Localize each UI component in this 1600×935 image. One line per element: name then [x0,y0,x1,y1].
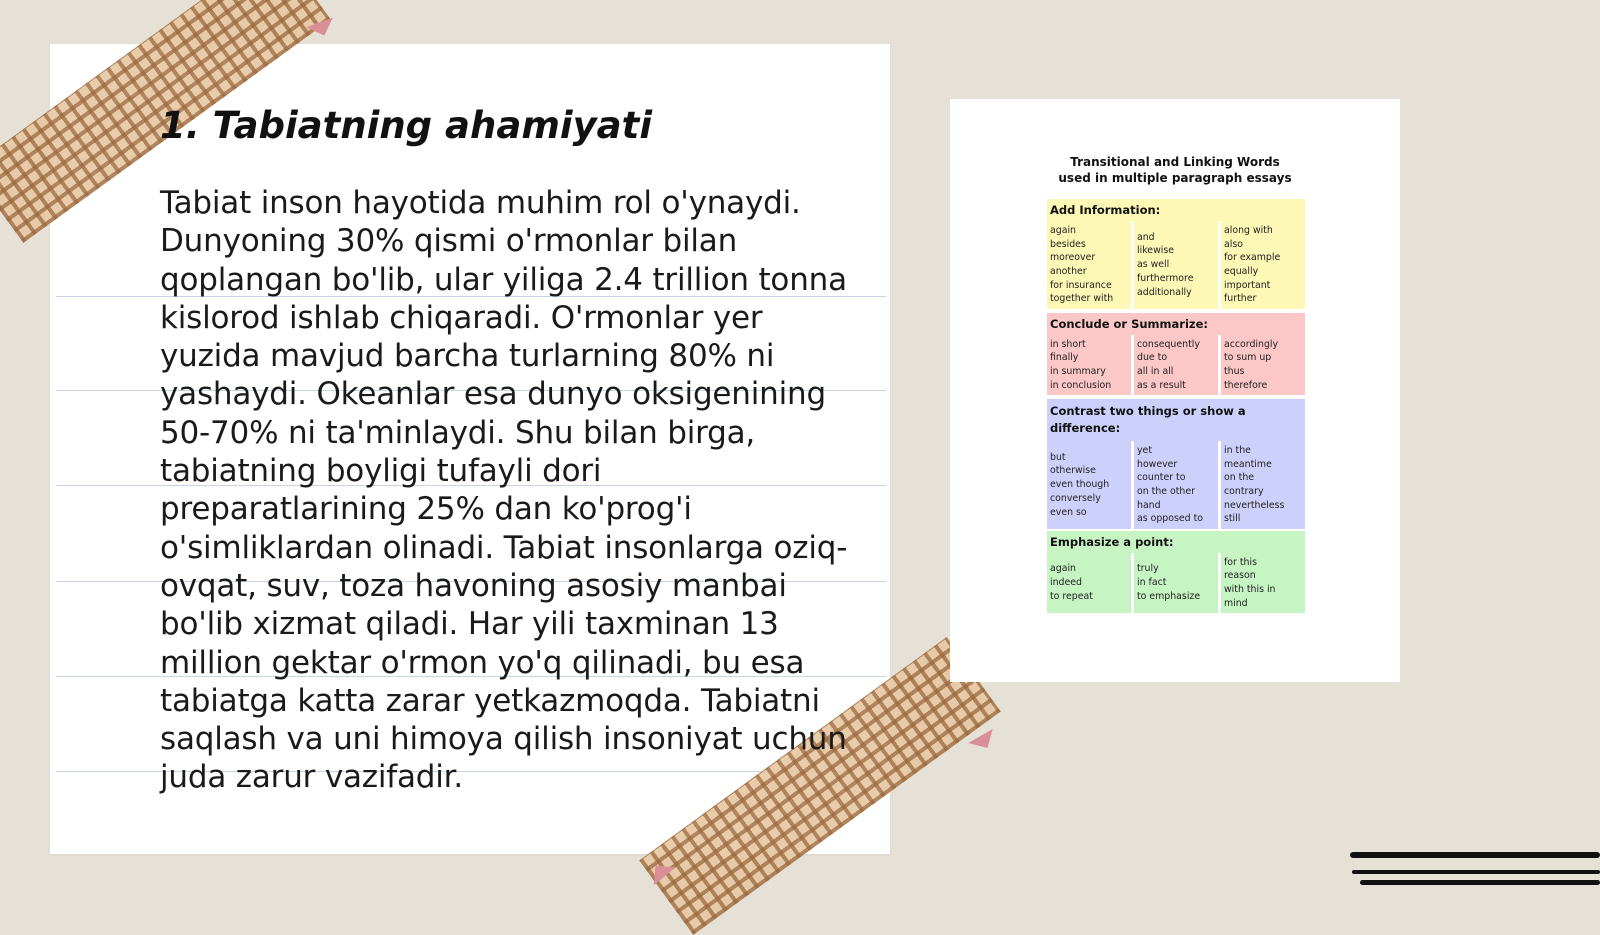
word-item: finally [1050,352,1079,364]
slide-paragraph: Tabiat inson hayotida muhim rol o'ynaydi. Dunyoning 30% qismi o'rmonlar bilan qoplangan bo'lib, ular yiliga 2.4 trillion tonna kislorod ishlab chiqaradi. O'rmonlar yer yuzida mavjud barcha turlarning 80% ni yashaydi. Okeanlar esa dunyo oksigenining 50-70% ni ta'minlaydi. Shu bilan birga, tabiatning boyligi tufayli dori preparatlarining 25% dan ko'prog'i o'simliklardan olinadi. Tabiat insonlarga oziq-ovqat, suv, toza havoning asosiy manbai bo'lib xizmat qiladi. Har yili taxminan 13 million gektar o'rmon yo'q qilinadi, bu esa tabiatga katta zarar yetkazmoqda. Tabiatni saqlash va uni himoya qilish insoniyat uchun juda zarur vazifadir. [160,185,848,796]
section-columns [1047,441,1305,529]
word-column [1221,553,1305,613]
word-item: for insurance [1050,279,1112,291]
word-item: again [1050,224,1076,236]
word-column [1134,221,1218,309]
word-item: hand [1137,499,1161,511]
word-item: with this in [1224,584,1276,595]
word-item: to emphasize [1137,590,1201,602]
word-item: besides [1050,238,1086,250]
word-item: even so [1050,506,1087,518]
word-item: together with [1050,293,1114,305]
word-item: for example [1224,252,1281,264]
section-contrast [1047,399,1305,529]
slide-heading: 1. Tabiatning ahamiyati [160,104,653,147]
tape-tip-decoration [968,729,999,755]
word-column [1047,553,1131,613]
word-column [1047,221,1131,309]
word-column [1047,335,1131,395]
word-item: however [1137,458,1178,470]
section-heading: Emphasize a point: [1047,531,1305,553]
word-column [1047,441,1131,529]
word-item: to sum up [1224,352,1272,364]
card-title [950,154,1400,186]
word-item: mind [1224,597,1248,609]
word-item: to repeat [1050,590,1093,602]
word-item: meantime [1224,458,1272,470]
word-item: moreover [1050,252,1096,264]
section-columns [1047,335,1305,395]
transition-words-card [950,99,1400,682]
word-item: and [1137,231,1155,243]
word-item: otherwise [1050,465,1096,477]
section-columns [1047,221,1305,309]
section-emphasize [1047,531,1305,613]
word-item: even though [1050,479,1110,491]
word-item: all in all [1137,366,1174,377]
word-item: furthermore [1137,272,1194,284]
word-item: counter to [1137,472,1186,484]
word-item: further [1224,293,1257,305]
word-item: additionally [1137,286,1192,298]
section-conclude-summarize [1047,313,1305,395]
word-item: truly [1137,563,1159,575]
word-item: reason [1224,570,1256,582]
word-item: in short [1050,338,1086,350]
section-heading: Add Information: [1047,199,1305,221]
section-columns [1047,553,1305,613]
word-item: again [1050,563,1076,575]
word-column [1134,553,1218,613]
word-item: as opposed to [1137,513,1203,525]
brush-stroke-decoration [1350,852,1600,858]
word-column [1221,221,1305,309]
word-item: on the [1224,472,1255,484]
word-item: as a result [1137,379,1186,391]
word-item: indeed [1050,577,1082,589]
word-item: in conclusion [1050,379,1112,391]
word-item: also [1224,238,1243,250]
word-item: in summary [1050,366,1106,377]
word-item: contrary [1224,486,1264,497]
word-item: but [1050,451,1066,463]
card-title-line: used in multiple paragraph essays [1058,171,1292,185]
word-item: for this [1224,556,1257,568]
word-item: due to [1137,352,1168,364]
word-item: consequently [1137,338,1200,350]
section-heading: Contrast two things or show a difference: [1047,399,1305,441]
word-column [1221,441,1305,529]
brush-stroke-decoration [1360,880,1600,885]
word-item: therefore [1224,379,1268,391]
card-title-line: Transitional and Linking Words [1070,155,1280,169]
section-heading: Conclude or Summarize: [1047,313,1305,335]
brush-stroke-decoration [1352,870,1600,874]
word-item: important [1224,279,1271,291]
word-item: along with [1224,224,1273,236]
word-item: in fact [1137,577,1167,589]
word-item: on the other [1137,486,1195,497]
word-column [1134,441,1218,529]
word-item: yet [1137,444,1152,456]
word-item: likewise [1137,245,1174,257]
word-item: nevertheless [1224,499,1285,511]
word-item: as well [1137,259,1170,271]
word-item: accordingly [1224,338,1279,350]
word-item: still [1224,513,1241,525]
word-item: conversely [1050,492,1101,504]
word-item: equally [1224,266,1259,277]
word-item: another [1050,266,1087,277]
word-item: thus [1224,366,1245,377]
word-item: in the [1224,444,1251,456]
word-column [1221,335,1305,395]
section-add-information [1047,199,1305,309]
word-column [1134,335,1218,395]
